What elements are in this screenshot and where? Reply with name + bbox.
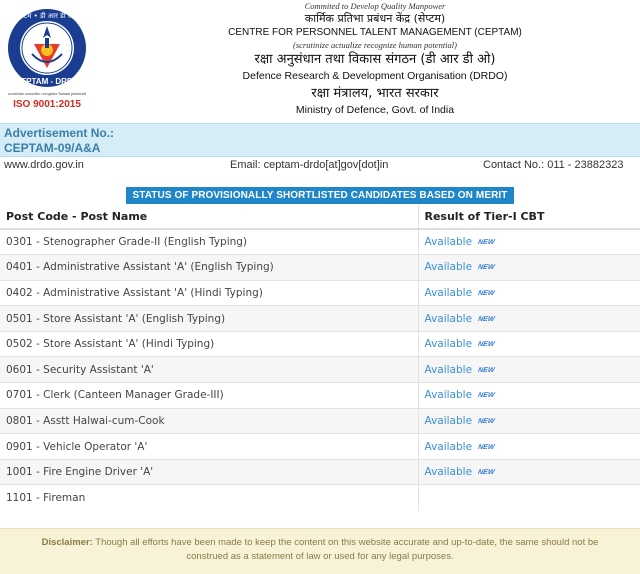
english-drdo-name: Defence Research & Development Organisation (DRDO) <box>242 70 508 82</box>
result-available-link[interactable]: Available <box>424 389 473 402</box>
new-badge-icon: NEW <box>477 443 495 451</box>
result-available-link[interactable]: Available <box>424 286 473 299</box>
post-name-cell: 1101 - Fireman <box>0 485 418 511</box>
result-cell <box>418 383 640 409</box>
hindi-drdo-name: रक्षा अनुसंधान तथा विकास संगठन (डी आर डी ओ) <box>254 52 496 67</box>
table-row <box>0 331 640 357</box>
result-cell <box>418 255 640 281</box>
table-row <box>0 255 640 281</box>
new-badge-icon: NEW <box>477 289 495 297</box>
contact-row <box>0 158 640 176</box>
header-titles <box>170 1 580 118</box>
english-org-name: CENTRE FOR PERSONNEL TALENT MANAGEMENT (CEPTAM) <box>228 27 522 38</box>
new-badge-icon: NEW <box>477 341 495 349</box>
new-badge-icon: NEW <box>477 417 495 425</box>
status-banner: STATUS OF PROVISIONALLY SHORTLISTED CANDIDATES BASED ON MERIT <box>126 187 513 204</box>
result-available-link[interactable]: Available <box>424 236 473 249</box>
advertisement-label: Advertisement No.: <box>4 126 115 140</box>
advertisement-band <box>0 123 640 157</box>
result-available-link[interactable]: Available <box>424 414 473 427</box>
result-available-link[interactable]: Available <box>424 312 473 325</box>
hindi-ministry-name: रक्षा मंत्रालय, भारत सरकार <box>311 86 439 101</box>
logo-motto: scrutinize actualize recognize human potential <box>7 91 87 96</box>
result-available-link[interactable]: Available <box>424 261 473 274</box>
result-cell <box>418 280 640 306</box>
result-available-link[interactable]: Available <box>424 363 473 376</box>
email-text: Email: ceptam-drdo[at]gov[dot]in <box>230 159 389 171</box>
results-table <box>0 205 640 511</box>
disclaimer-text: Though all efforts have been made to keep the content on this website accurate and up-to-date, the same should not be construed as a statement of law or used for any legal purposes. <box>95 537 599 562</box>
new-badge-icon: NEW <box>477 264 495 272</box>
new-badge-icon: NEW <box>477 239 495 247</box>
post-name-cell: 0601 - Security Assistant 'A' <box>0 357 418 383</box>
english-ministry-name: Ministry of Defence, Govt. of India <box>295 104 455 116</box>
post-name-cell: 0701 - Clerk (Canteen Manager Grade-III) <box>0 383 418 409</box>
header-post: Post Code - Post Name <box>0 205 418 229</box>
post-name-cell: 0301 - Stenographer Grade-II (English Typing) <box>0 229 418 255</box>
post-name-cell: 1001 - Fire Engine Driver 'A' <box>0 459 418 485</box>
new-badge-icon: NEW <box>477 366 495 374</box>
result-cell <box>418 357 640 383</box>
new-badge-icon: NEW <box>477 469 495 477</box>
advertisement-number: CEPTAM-09/A&A <box>4 141 101 155</box>
logo-ring-top: सेंटम • डी आर डी ओ <box>19 12 75 20</box>
result-cell <box>418 485 640 511</box>
post-name-cell: 0502 - Store Assistant 'A' (Hindi Typing) <box>0 331 418 357</box>
header-result: Result of Tier-I CBT <box>418 205 640 229</box>
table-row <box>0 485 640 511</box>
table-row <box>0 280 640 306</box>
post-name-cell: 0901 - Vehicle Operator 'A' <box>0 434 418 460</box>
table-header-row <box>0 205 640 229</box>
phone-text: Contact No.: 011 - 23882323 <box>483 159 624 171</box>
logo-ring-bottom: CEPTAM - DRDO <box>15 77 79 86</box>
disclaimer-label: Disclaimer: <box>41 537 93 548</box>
result-available-link[interactable]: Available <box>424 466 473 479</box>
logo-iso: ISO 9001:2015 <box>13 99 81 110</box>
table-row <box>0 383 640 409</box>
result-cell <box>418 306 640 332</box>
result-cell <box>418 434 640 460</box>
table-row <box>0 459 640 485</box>
new-badge-icon: NEW <box>477 392 495 400</box>
table-row <box>0 306 640 332</box>
hindi-org-name: कार्मिक प्रतिभा प्रबंधन केंद्र (सेप्टम) <box>304 12 446 25</box>
table-row <box>0 408 640 434</box>
table-row <box>0 229 640 255</box>
result-available-link[interactable]: Available <box>424 440 473 453</box>
table-row <box>0 357 640 383</box>
post-name-cell: 0401 - Administrative Assistant 'A' (English Typing) <box>0 255 418 281</box>
website-link[interactable]: www.drdo.gov.in <box>4 159 84 171</box>
table-row <box>0 434 640 460</box>
result-cell <box>418 459 640 485</box>
tagline: Commited to Develop Quality Manpower <box>304 1 446 11</box>
result-cell <box>418 229 640 255</box>
post-name-cell: 0801 - Asstt Halwai-cum-Cook <box>0 408 418 434</box>
post-name-cell: 0402 - Administrative Assistant 'A' (Hindi Typing) <box>0 280 418 306</box>
result-available-link[interactable]: Available <box>424 338 473 351</box>
disclaimer <box>0 528 640 574</box>
ceptam-drdo-logo-icon <box>4 8 90 112</box>
site-header <box>0 0 640 122</box>
new-badge-icon: NEW <box>477 315 495 323</box>
result-cell <box>418 331 640 357</box>
post-name-cell: 0501 - Store Assistant 'A' (English Typing) <box>0 306 418 332</box>
result-cell <box>418 408 640 434</box>
org-motto: (scrutinize actualize recognize human potential) <box>293 40 457 50</box>
